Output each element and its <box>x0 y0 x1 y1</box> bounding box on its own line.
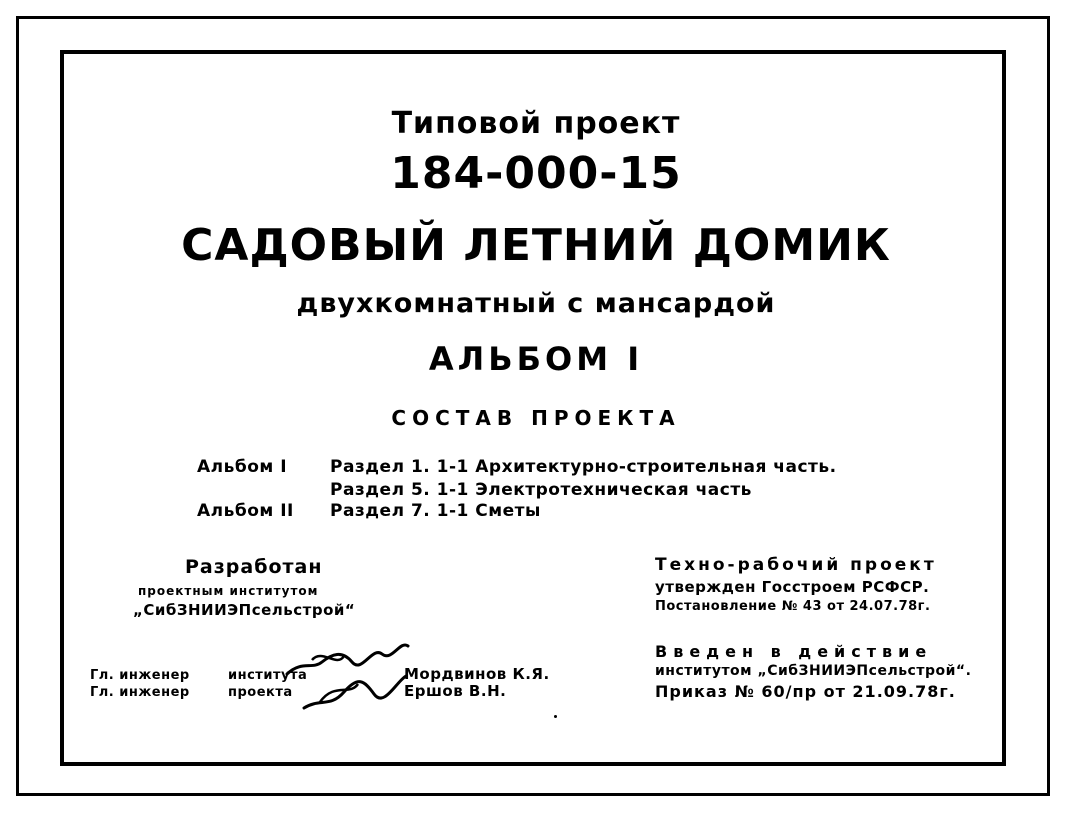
project-title: САДОВЫЙ ЛЕТНИЙ ДОМИК <box>181 220 891 271</box>
signature-name: Мордвинов К.Я. <box>404 665 550 683</box>
signature-role: Гл. инженер <box>90 668 190 683</box>
developer-heading: Разработан <box>185 556 323 578</box>
approval-line: утвержден Госстроем РСФСР. <box>655 578 930 596</box>
stray-dot <box>554 715 557 718</box>
composition-row-text: Раздел 1. 1-1 Архитектурно-строительная часть. <box>330 457 837 477</box>
album-label: АЛЬБОМ I <box>428 340 644 378</box>
approval-decree: Постановление № 43 от 24.07.78г. <box>655 599 931 614</box>
composition-row-album: Альбом I <box>197 457 288 477</box>
approval-heading: Техно-рабочий проект <box>655 555 937 575</box>
project-number: 184-000-15 <box>390 148 682 199</box>
signature-role: Гл. инженер <box>90 685 190 700</box>
composition-heading: СОСТАВ ПРОЕКТА <box>391 406 681 430</box>
developer-subheading: проектным институтом <box>138 584 319 598</box>
enactment-institute: институтом „СибЗНИИЭПсельстрой“. <box>655 663 972 679</box>
composition-row-text: Раздел 5. 1-1 Электротехническая часть <box>330 480 752 500</box>
signature-name: Ершов В.Н. <box>404 682 507 700</box>
composition-row-album: Альбом II <box>197 501 294 521</box>
handwritten-signature-2 <box>300 672 410 712</box>
composition-row-text: Раздел 7. 1-1 Сметы <box>330 501 541 521</box>
signature-of: проекта <box>228 685 293 700</box>
developer-institute: „СибЗНИИЭПсельстрой“ <box>133 601 356 619</box>
project-subtitle: двухкомнатный с мансардой <box>296 288 776 319</box>
project-type-label: Типовой проект <box>391 106 681 141</box>
signature-of: института <box>228 668 308 683</box>
enactment-heading: Введен в действие <box>655 642 933 661</box>
enactment-order: Приказ № 60/пр от 21.09.78г. <box>655 682 956 701</box>
